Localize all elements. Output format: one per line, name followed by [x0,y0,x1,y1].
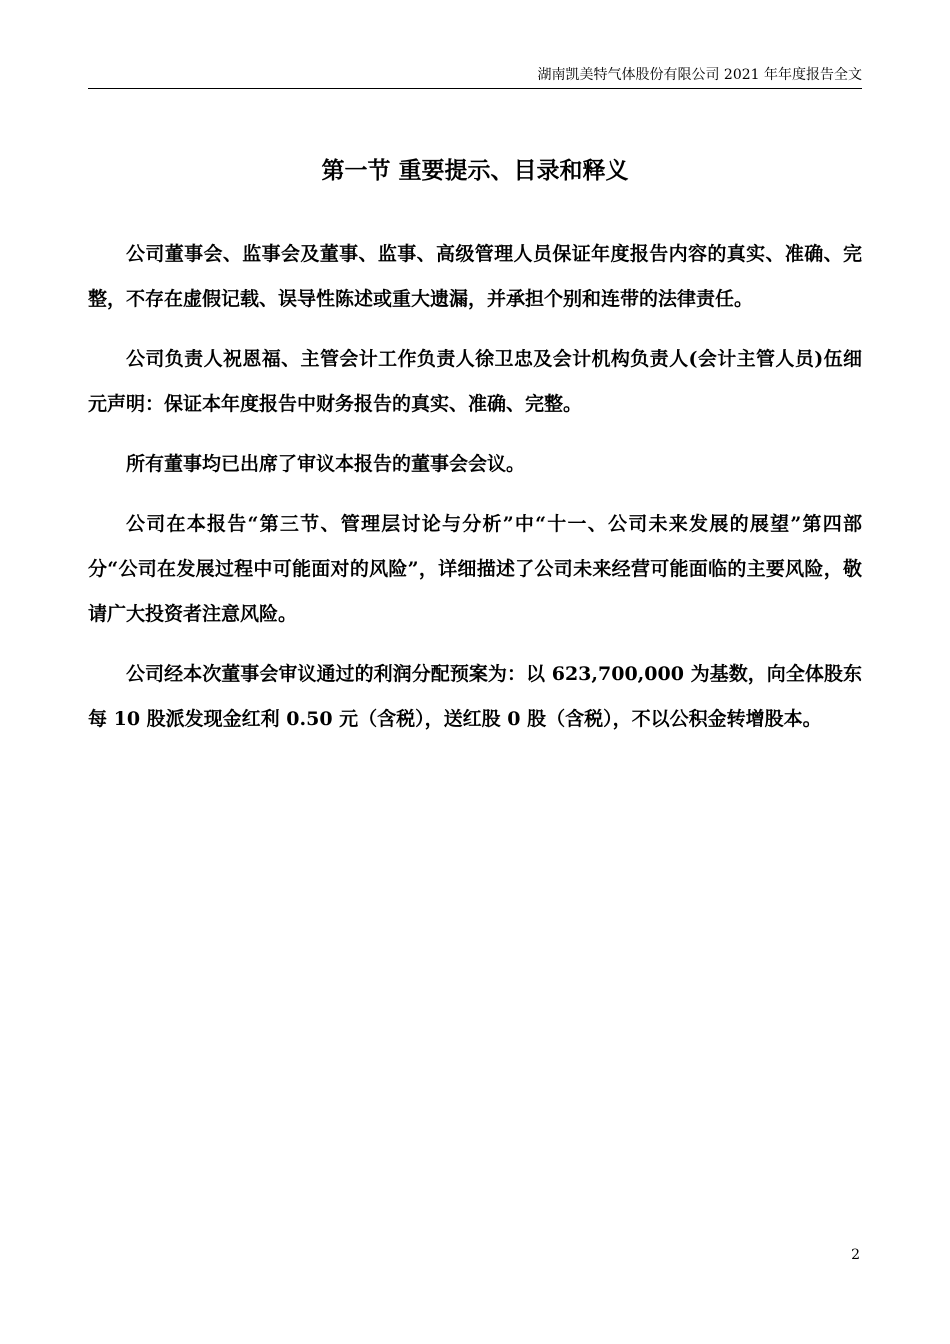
section-title: 第一节 重要提示、目录和释义 [321,157,629,184]
body-text [88,232,862,757]
paragraph-responsibility-statement: 公司董事会、监事会及董事、监事、高级管理人员保证年度报告内容的真实、准确、完整，不存在虚假记载、误导性陈述或重大遗漏，并承担个别和连带的法律责任。 [88,243,862,310]
paragraph-financial-report-statement: 公司负责人祝恩福、主管会计工作负责人徐卫忠及会计机构负责人(会计主管人员)伍细元声明：保证本年度报告中财务报告的真实、准确、完整。 [88,348,862,415]
paragraph-board-attendance: 所有董事均已出席了审议本报告的董事会会议。 [126,453,526,475]
running-header [88,66,862,89]
paragraph-risk-notice: 公司在本报告“第三节、管理层讨论与分析”中“十一、公司未来发展的展望”第四部分“公司在发展过程中可能面对的风险”，详细描述了公司未来经营可能面临的主要风险，敬请广大投资者注意风险。 [88,513,862,625]
page-number: 2 [851,1247,860,1263]
paragraph-profit-distribution: 公司经本次董事会审议通过的利润分配预案为：以 623,700,000 为基数，向全体股东每 10 股派发现金红利 0.50 元（含税），送红股 0 股（含税），不以公积金转增股本。 [88,663,862,730]
running-header-title: 湖南凯美特气体股份有限公司 2021 年年度报告全文 [537,67,862,83]
